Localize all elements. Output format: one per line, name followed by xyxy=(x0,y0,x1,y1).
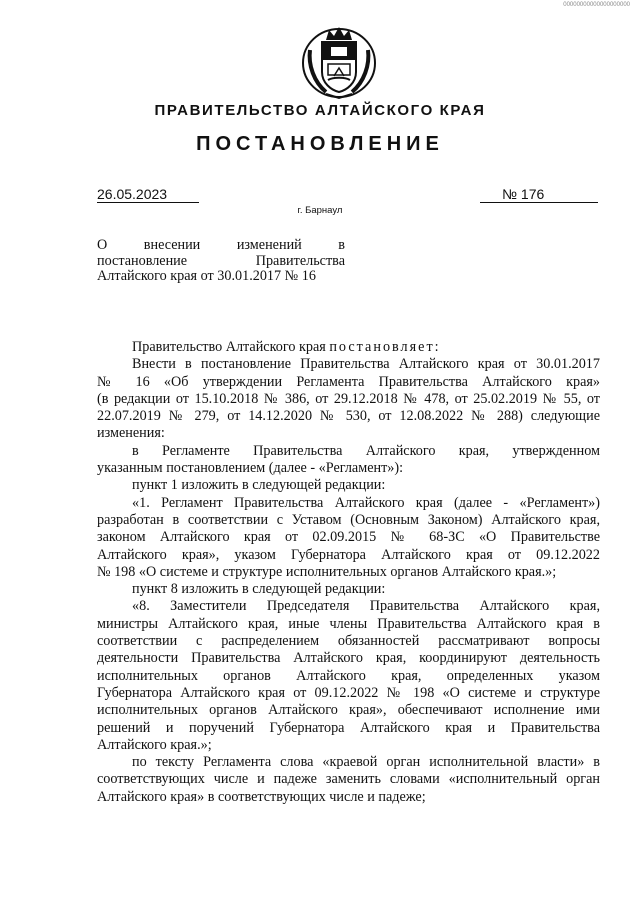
body-line: соответствующих числе и падеже заменить словами «исполнительный орган xyxy=(97,771,600,788)
body-line: Губернатора Алтайского края от 09.12.2022 № 198 «О системе и структуре xyxy=(97,684,600,701)
body-line: исполнительных органов Алтайского края», обеспечивают исполнение ими xyxy=(97,702,600,719)
body-line: указанным постановлением (далее - «Регламент»): xyxy=(97,460,404,477)
body-line: Внести в постановление Правительства Алтайского края от 30.01.2017 xyxy=(132,356,600,373)
body-line: № 198 «О системе и структуре исполнительных органов Алтайского края.»; xyxy=(97,563,557,580)
body-line: министры Алтайского края, иные члены Правительства Алтайского края в xyxy=(97,615,600,632)
altai-krai-coat-of-arms-icon xyxy=(298,20,380,102)
document-date: 26.05.2023 xyxy=(97,186,199,203)
body-line: № 16 «Об утверждении Регламента Правительства Алтайского края» xyxy=(97,373,600,390)
body-line: законом Алтайского края от 02.09.2015 № 68-ЗС «О Правительстве xyxy=(97,529,600,546)
body-line: изменения: xyxy=(97,425,165,442)
body-line: пункт 1 изложить в следующей редакции: xyxy=(132,477,386,494)
body-line: решений и поручений Губернатора Алтайского края и Правительства xyxy=(97,719,600,736)
body-line: Алтайского края», указом Губернатора Алтайского края от 09.12.2022 xyxy=(97,546,600,563)
subject-line: постановление Правительства xyxy=(97,252,345,269)
body-line: по тексту Регламента слова «краевой орган исполнительной власти» в xyxy=(132,754,600,771)
document-type-title: ПОСТАНОВЛЕНИЕ xyxy=(196,133,444,155)
body-line: Алтайского края.»; xyxy=(97,736,212,753)
preamble-lead: Правительство Алтайского края xyxy=(132,339,330,355)
body-line: «8. Заместители Председателя Правительства Алтайского края, xyxy=(132,598,600,615)
body-line: в Регламенте Правительства Алтайского края, утвержденном xyxy=(132,442,600,459)
document-body xyxy=(97,339,600,806)
body-line: 22.07.2019 № 279, от 14.12.2020 № 530, от 12.08.2022 № 288) следующие xyxy=(97,408,600,425)
body-line: исполнительных органов Алтайского края, определенных указом xyxy=(97,667,600,684)
body-line: Алтайского края» в соответствующих числе и падеже; xyxy=(97,788,426,805)
page-identifier: 00000000000000000000 xyxy=(563,2,630,8)
body-line: соответствии с распределением обязанностей рассматривают вопросы xyxy=(97,633,600,650)
document-city: г. Барнаул xyxy=(297,205,343,216)
preamble-verb: постановляет: xyxy=(329,339,441,355)
body-line: деятельности Правительства Алтайского края, координируют деятельность xyxy=(97,650,600,667)
body-line: пункт 8 изложить в следующей редакции: xyxy=(132,581,386,598)
body-line: разработан в соответствии с Уставом (Основным Законом) Алтайского края, xyxy=(97,511,600,528)
document-number: № 176 xyxy=(480,186,598,203)
subject-line: Алтайского края от 30.01.2017 № 16 xyxy=(97,268,316,284)
preamble xyxy=(97,339,600,356)
subject-line: О внесении изменений в xyxy=(97,237,345,253)
body-line: (в редакции от 15.10.2018 № 386, от 29.12.2018 № 478, от 25.02.2019 № 55, от xyxy=(97,390,600,407)
body-line: «1. Регламент Правительства Алтайского края (далее - «Регламент») xyxy=(132,494,600,511)
document-subject xyxy=(97,238,345,285)
government-title: ПРАВИТЕЛЬСТВО АЛТАЙСКОГО КРАЯ xyxy=(154,102,486,119)
